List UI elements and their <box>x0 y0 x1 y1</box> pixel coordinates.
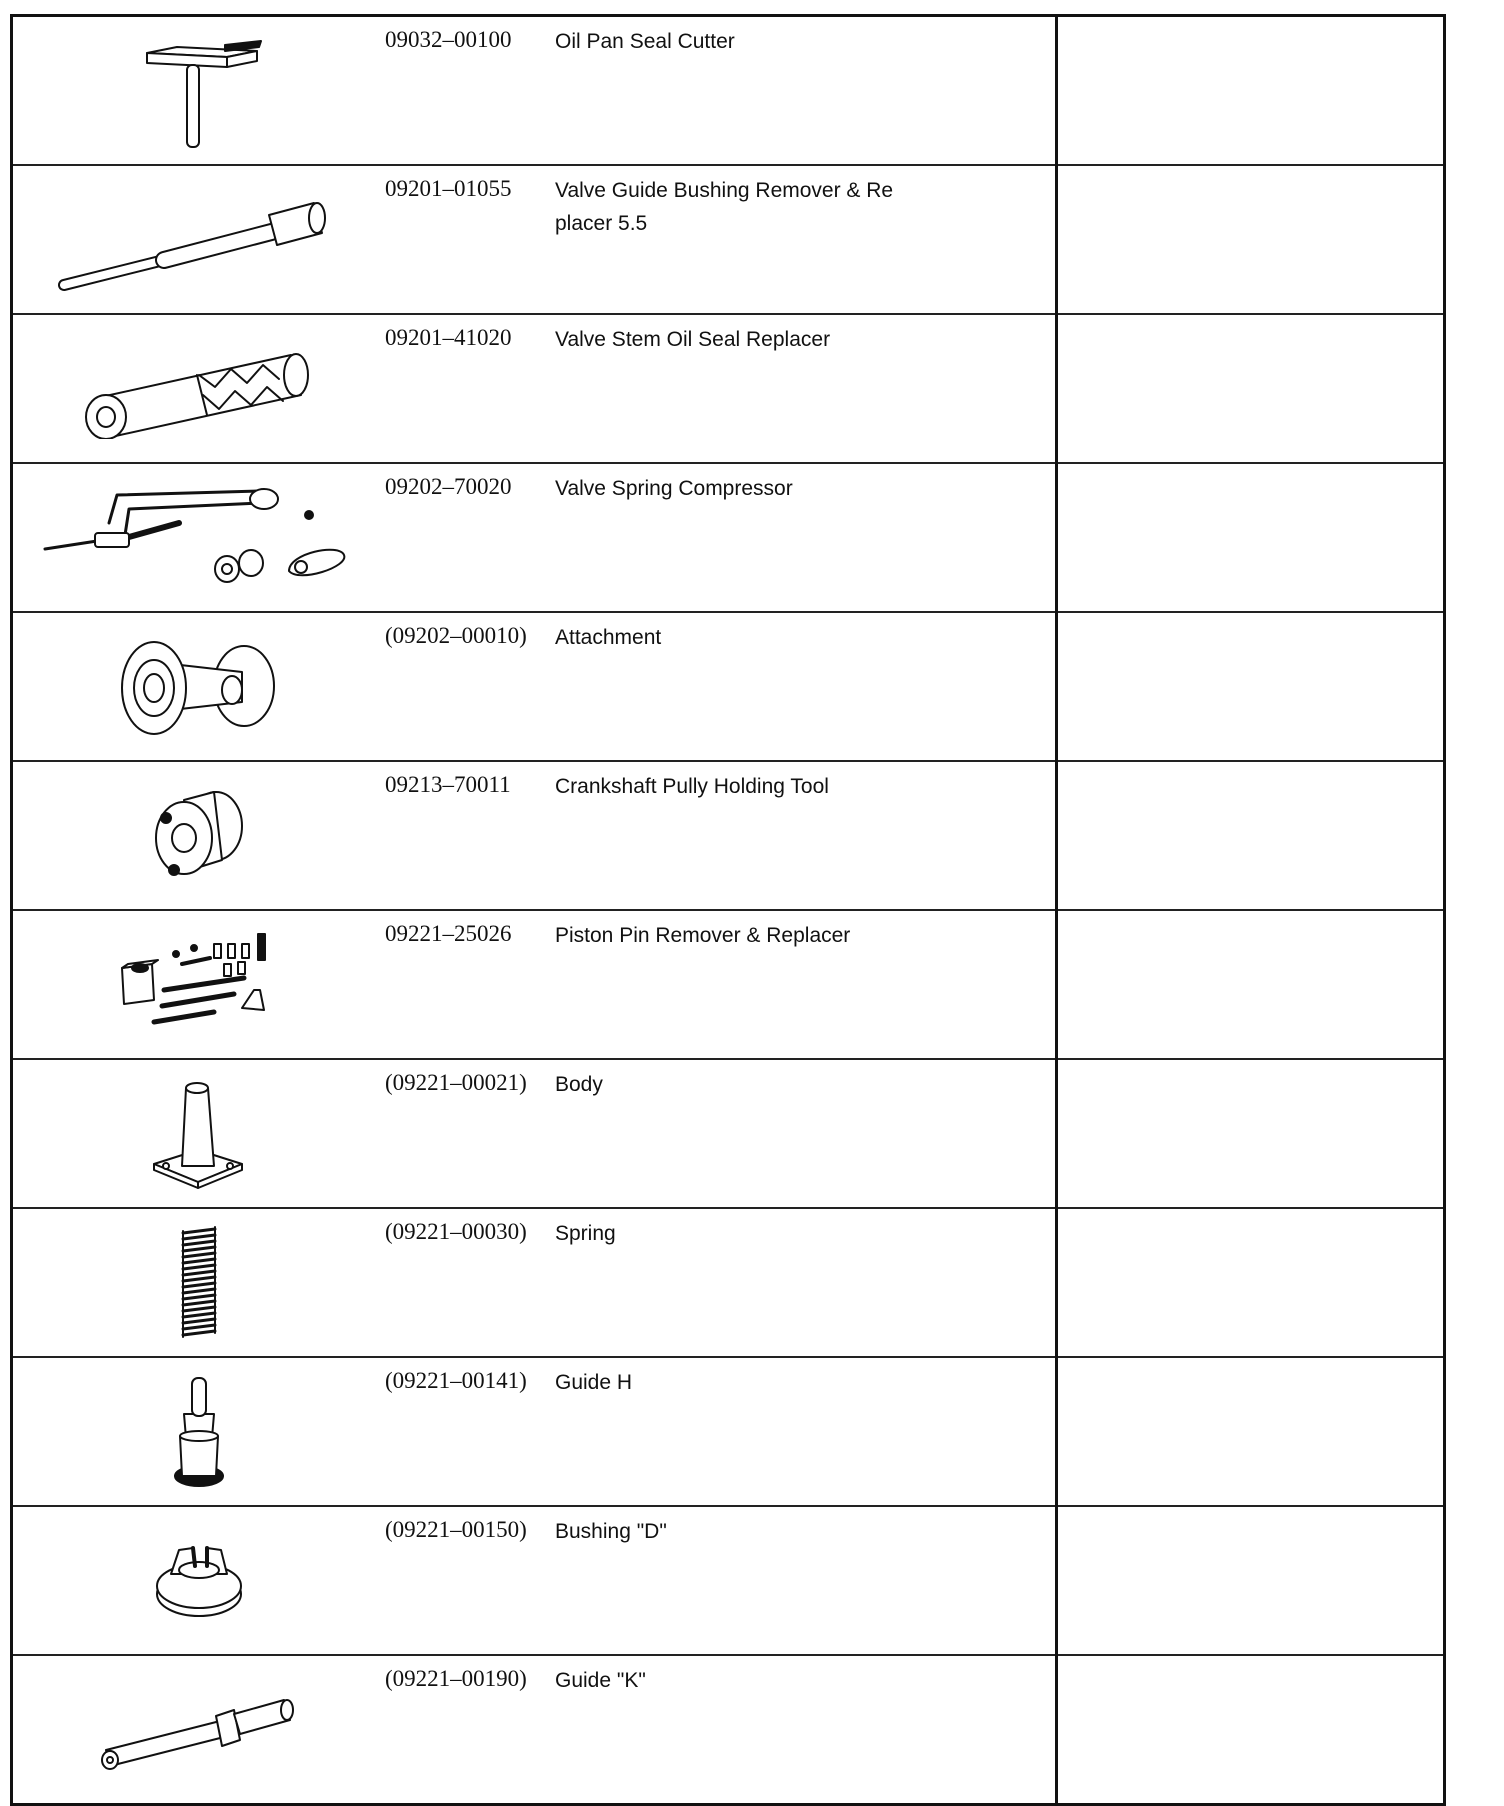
part-number: 09221–25026 <box>385 910 555 1059</box>
part-number: (09221–00030) <box>385 1208 555 1357</box>
tool-name: Attachment <box>555 612 1057 761</box>
table-row <box>12 165 1445 314</box>
notes-cell <box>1057 1357 1445 1506</box>
tool-name: Bushing "D" <box>555 1506 1057 1655</box>
tool-illustration <box>12 16 386 166</box>
notes-cell <box>1057 314 1445 463</box>
table-row <box>12 1357 1445 1506</box>
notes-cell <box>1057 463 1445 612</box>
tool-illustration <box>12 1655 386 1805</box>
part-number: (09221–00190) <box>385 1655 555 1805</box>
notes-cell <box>1057 1655 1445 1805</box>
part-number: 09202–70020 <box>385 463 555 612</box>
table-row <box>12 761 1445 910</box>
valve-stem-oil-seal-replacer-icon <box>79 339 319 439</box>
guide-h-icon <box>164 1372 234 1492</box>
crankshaft-pully-holding-tool-icon <box>144 786 254 886</box>
tool-illustration <box>12 910 386 1059</box>
notes-cell <box>1057 165 1445 314</box>
tool-illustration <box>12 761 386 910</box>
table-row <box>12 314 1445 463</box>
table-row <box>12 1059 1445 1208</box>
part-number: (09221–00150) <box>385 1506 555 1655</box>
part-number: 09032–00100 <box>385 16 555 166</box>
attachment-icon <box>114 632 284 742</box>
notes-cell <box>1057 1059 1445 1208</box>
tool-illustration <box>12 612 386 761</box>
table-row <box>12 910 1445 1059</box>
tool-illustration <box>12 1506 386 1655</box>
notes-cell <box>1057 761 1445 910</box>
tool-illustration <box>12 1059 386 1208</box>
oil-pan-seal-cutter-icon <box>129 31 269 151</box>
tool-illustration <box>12 1357 386 1506</box>
part-number: 09201–01055 <box>385 165 555 314</box>
notes-cell <box>1057 1208 1445 1357</box>
table-row <box>12 1506 1445 1655</box>
part-number: 09213–70011 <box>385 761 555 910</box>
valve-guide-bushing-remover-icon <box>54 185 344 295</box>
part-number: 09201–41020 <box>385 314 555 463</box>
notes-cell <box>1057 910 1445 1059</box>
table-row <box>12 1655 1445 1805</box>
tool-illustration <box>12 463 386 612</box>
table-row <box>12 463 1445 612</box>
notes-cell <box>1057 612 1445 761</box>
table-row <box>12 16 1445 166</box>
tool-illustration <box>12 1208 386 1357</box>
spring-icon <box>169 1225 229 1341</box>
special-service-tools-table <box>10 14 1446 1806</box>
tool-name: Guide "K" <box>555 1655 1057 1805</box>
tool-name: Valve Guide Bushing Remover & Re placer 5.5 <box>555 165 1057 314</box>
tool-illustration <box>12 165 386 314</box>
tool-name: Valve Spring Compressor <box>555 463 1057 612</box>
body-icon <box>144 1074 254 1194</box>
valve-spring-compressor-icon <box>39 483 359 593</box>
tool-illustration <box>12 314 386 463</box>
notes-cell <box>1057 1506 1445 1655</box>
tool-name: Valve Stem Oil Seal Replacer <box>555 314 1057 463</box>
notes-cell <box>1057 16 1445 166</box>
table-row <box>12 612 1445 761</box>
tool-name: Oil Pan Seal Cutter <box>555 16 1057 166</box>
part-number: (09202–00010) <box>385 612 555 761</box>
tool-name: Crankshaft Pully Holding Tool <box>555 761 1057 910</box>
piston-pin-remover-replacer-icon <box>114 930 284 1040</box>
part-number: (09221–00141) <box>385 1357 555 1506</box>
tool-name: Spring <box>555 1208 1057 1357</box>
tool-name: Guide H <box>555 1357 1057 1506</box>
table-row <box>12 1208 1445 1357</box>
bushing-d-icon <box>149 1536 249 1626</box>
tool-name: Piston Pin Remover & Replacer <box>555 910 1057 1059</box>
tool-name: Body <box>555 1059 1057 1208</box>
part-number: (09221–00021) <box>385 1059 555 1208</box>
guide-k-icon <box>94 1680 304 1780</box>
